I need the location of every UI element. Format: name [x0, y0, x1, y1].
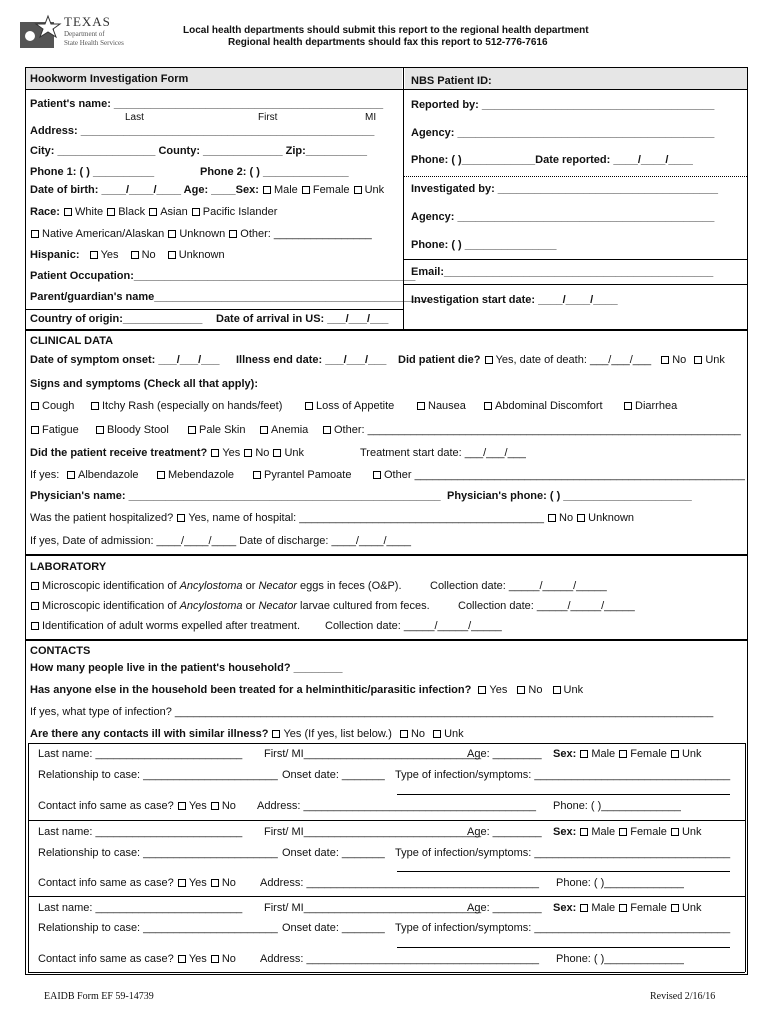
sex-female-option[interactable]: Female — [618, 826, 667, 838]
symptom-itchy-rash[interactable]: Itchy Rash (especially on hands/feet) — [90, 400, 282, 412]
dob-age-sex-row — [30, 184, 384, 196]
investigation-start-field[interactable]: Investigation start date: ____/____/____ — [411, 294, 618, 306]
race-row — [30, 206, 277, 218]
checkbox-icon — [323, 426, 331, 434]
symptom-onset-field[interactable]: Date of symptom onset: ___/___/___ — [30, 354, 220, 366]
race-pacific-option[interactable]: Pacific Islander — [191, 206, 278, 218]
race-native-option[interactable]: Native American/Alaskan — [30, 228, 164, 240]
sex-male-option[interactable]: Male — [579, 748, 615, 760]
nbs-patient-id-label: NBS Patient ID: — [411, 75, 492, 87]
contact-1-same-row — [38, 800, 236, 812]
contact-2-relationship[interactable]: Relationship to case: ______________________ — [38, 847, 278, 859]
checkbox-icon — [91, 402, 99, 410]
died-no-option[interactable]: No — [660, 354, 686, 366]
hispanic-unknown-option[interactable]: Unknown — [167, 249, 225, 261]
checkbox-icon — [577, 514, 585, 522]
treatment-start-field[interactable]: Treatment start date: ___/___/___ — [360, 447, 526, 459]
checkbox-icon — [354, 186, 362, 194]
infection-type-field[interactable]: If yes, what type of infection? ________________________________________________________________________________________ — [30, 706, 714, 718]
treated-unk-option[interactable]: Unk — [552, 684, 584, 696]
checkbox-icon — [580, 904, 588, 912]
checkbox-icon — [31, 602, 39, 610]
checkbox-icon — [263, 186, 271, 194]
physician-phone-field[interactable]: Physician's phone: ( ) _____________________ — [447, 490, 692, 502]
symptom-loss-appetite[interactable]: Loss of Appetite — [304, 400, 394, 412]
header-line1: Local health departments should submit this report to the regional health department — [183, 25, 589, 36]
investigated-by-field[interactable]: Investigated by: ____________________________________ — [411, 183, 719, 195]
checkbox-icon — [229, 230, 237, 238]
sex-unk-option[interactable]: Unk — [670, 902, 702, 914]
sex-male-option[interactable]: Male — [579, 826, 615, 838]
occupation-field[interactable]: Patient Occupation:______________________________________________ — [30, 270, 416, 282]
same-as-case-label: Contact info same as case? — [38, 800, 174, 812]
revision-date: Revised 2/16/16 — [650, 991, 716, 1002]
contact-1-last-name[interactable]: Last name: ________________________ — [38, 748, 243, 760]
same-no-option[interactable]: No — [210, 800, 236, 812]
hosp-yes-option[interactable]: Yes, name of hospital: ________________________________________ — [176, 512, 544, 524]
same-yes-option[interactable]: Yes — [177, 800, 207, 812]
guardian-field[interactable]: Parent/guardian's name_____________________________________________ — [30, 291, 430, 303]
checkbox-icon — [661, 356, 669, 364]
checkbox-icon — [131, 251, 139, 259]
treated-no-option[interactable]: No — [516, 684, 542, 696]
contacts-section-title: CONTACTS — [30, 645, 91, 657]
contact-3-sex-row — [553, 902, 702, 914]
checkbox-icon — [253, 471, 261, 479]
symptom-cough[interactable]: Cough — [30, 400, 74, 412]
same-as-case-label: Contact info same as case? — [38, 953, 174, 965]
checkbox-icon — [96, 426, 104, 434]
symptom-nausea[interactable]: Nausea — [416, 400, 466, 412]
address-field[interactable]: Address: ________________________________________________ — [30, 125, 375, 137]
race-asian-option[interactable]: Asian — [148, 206, 188, 218]
died-yes-option[interactable]: Yes, date of death: ___/___/___ — [484, 354, 652, 366]
checkbox-icon — [484, 402, 492, 410]
checkbox-icon — [553, 686, 561, 694]
contacts-ill-label: Are there any contacts ill with similar illness? — [30, 728, 269, 740]
dob-age-field[interactable]: Date of birth: ____/____/____ Age: ____Sex: — [30, 184, 259, 196]
checkbox-icon — [694, 356, 702, 364]
agency2-field[interactable]: Agency: __________________________________________ — [411, 211, 715, 223]
lab-eggs-collection-date[interactable]: Collection date: _____/_____/_____ — [430, 580, 607, 592]
lab-section-title: LABORATORY — [30, 561, 107, 573]
physician-name-field[interactable]: Physician's name: ___________________________________________________ — [30, 490, 441, 502]
sex-male-option[interactable]: Male — [262, 184, 298, 196]
lab-adult-collection-date[interactable]: Collection date: _____/_____/_____ — [325, 620, 502, 632]
lab-larvae-collection-date[interactable]: Collection date: _____/_____/_____ — [458, 600, 635, 612]
treatment-label: Did the patient receive treatment? — [30, 447, 208, 459]
phone-date-reported-field[interactable]: Phone: ( )____________Date reported: ____/____/____ — [411, 154, 693, 166]
dshs-logo — [18, 14, 128, 54]
treated-yes-option[interactable]: Yes — [477, 684, 507, 696]
checkbox-icon — [671, 904, 679, 912]
checkbox-icon — [31, 230, 39, 238]
checkbox-icon — [168, 251, 176, 259]
symptom-diarrhea[interactable]: Diarrhea — [623, 400, 677, 412]
hispanic-no-option[interactable]: No — [130, 249, 156, 261]
died-unk-option[interactable]: Unk — [693, 354, 725, 366]
hispanic-row — [30, 249, 225, 261]
checkbox-icon — [400, 730, 408, 738]
symptom-fatigue[interactable]: Fatigue — [30, 424, 79, 436]
race-label: Race: — [30, 206, 60, 218]
patient-name-field[interactable]: Patient's name: ____________________________________________ — [30, 98, 384, 110]
hospitalized-label: Was the patient hospitalized? — [30, 512, 174, 524]
same-yes-option[interactable]: Yes — [177, 953, 207, 965]
died-label: Did patient die? — [398, 354, 481, 366]
name-mi-caption: MI — [365, 112, 377, 123]
contact-1-relationship[interactable]: Relationship to case: ______________________ — [38, 769, 278, 781]
sex-unk-option[interactable]: Unk — [670, 826, 702, 838]
checkbox-icon — [580, 828, 588, 836]
checkbox-icon — [107, 208, 115, 216]
admission-discharge-field[interactable]: If yes, Date of admission: ____/____/____ Date of discharge: ____/____/____ — [30, 535, 411, 547]
checkbox-icon — [31, 582, 39, 590]
sex-unk-option[interactable]: Unk — [353, 184, 385, 196]
contact-1-sex-row — [553, 748, 702, 760]
checkbox-icon — [211, 879, 219, 887]
contact-3-onset[interactable]: Onset date: _______ — [282, 922, 385, 934]
contact-3-first-mi[interactable]: First/ MI_____________________________ — [264, 902, 482, 914]
contact-3-phone[interactable]: Phone: ( )_____________ — [556, 953, 684, 965]
patient-died-row — [398, 354, 725, 366]
hosp-no-option[interactable]: No — [547, 512, 573, 524]
drug-mebendazole[interactable]: Mebendazole — [156, 469, 234, 481]
checkbox-icon — [548, 514, 556, 522]
contact-2-address[interactable]: Address: ______________________________________ — [260, 877, 539, 889]
form-number: EAIDB Form EF 59-14739 — [44, 991, 154, 1002]
checkbox-icon — [211, 449, 219, 457]
symptom-other[interactable]: Other: _____________________________________________________________ — [322, 424, 741, 436]
lab-larvae-option[interactable]: Microscopic identification of Ancylostoma or Necator larvae cultured from feces. — [30, 600, 430, 612]
drug-albendazole[interactable]: Albendazole — [66, 469, 139, 481]
phone2-reporter-field[interactable]: Phone: ( ) _______________ — [411, 239, 557, 251]
sex-unk-option[interactable]: Unk — [670, 748, 702, 760]
checkbox-icon — [373, 471, 381, 479]
race-unknown-option[interactable]: Unknown — [167, 228, 225, 240]
checkbox-icon — [211, 955, 219, 963]
treatment-yes-option[interactable]: Yes — [210, 447, 240, 459]
sex-label: Sex: — [553, 826, 577, 838]
checkbox-icon — [31, 402, 39, 410]
sex-female-option[interactable]: Female — [301, 184, 350, 196]
checkbox-icon — [272, 730, 280, 738]
email-field[interactable]: Email:____________________________________________ — [411, 266, 714, 278]
checkbox-icon — [178, 879, 186, 887]
checkbox-icon — [192, 208, 200, 216]
clinical-section-title: CLINICAL DATA — [30, 335, 114, 347]
logo-title: TEXAS — [64, 14, 111, 29]
if-yes-label: If yes: — [30, 469, 60, 481]
ill-yes-option[interactable]: Yes (If yes, list below.) — [271, 728, 391, 740]
contact-1-address[interactable]: Address: ______________________________________ — [257, 800, 536, 812]
name-last-caption: Last — [125, 112, 144, 123]
checkbox-icon — [624, 402, 632, 410]
checkbox-icon — [67, 471, 75, 479]
checkbox-icon — [211, 802, 219, 810]
contact-1-first-mi[interactable]: First/ MI_____________________________ — [264, 748, 482, 760]
drug-pyrantel[interactable]: Pyrantel Pamoate — [252, 469, 351, 481]
checkbox-icon — [619, 750, 627, 758]
checkbox-icon — [417, 402, 425, 410]
contact-3-last-name[interactable]: Last name: ________________________ — [38, 902, 243, 914]
checkbox-icon — [671, 828, 679, 836]
drug-other[interactable]: Other ______________________________________________________ — [372, 469, 745, 481]
checkbox-icon — [178, 955, 186, 963]
illness-end-field[interactable]: Illness end date: ___/___/___ — [236, 354, 387, 366]
sex-label: Sex: — [553, 902, 577, 914]
checkbox-icon — [619, 904, 627, 912]
contact-1-phone[interactable]: Phone: ( )_____________ — [553, 800, 681, 812]
household-treated-row — [30, 684, 583, 696]
contact-1-onset[interactable]: Onset date: _______ — [282, 769, 385, 781]
sex-female-option[interactable]: Female — [618, 902, 667, 914]
checkbox-icon — [433, 730, 441, 738]
treatment-unk-option[interactable]: Unk — [272, 447, 304, 459]
checkbox-icon — [31, 426, 39, 434]
hosp-unknown-option[interactable]: Unknown — [576, 512, 634, 524]
texas-star-icon — [18, 14, 64, 52]
signs-label: Signs and symptoms (Check all that apply): — [30, 378, 258, 390]
sex-male-option[interactable]: Male — [579, 902, 615, 914]
household-count-field[interactable]: How many people live in the patient's household? ________ — [30, 662, 343, 674]
checkbox-icon — [671, 750, 679, 758]
checkbox-icon — [90, 251, 98, 259]
contact-3-symptoms[interactable]: Type of infection/symptoms: ________________________________ — [395, 922, 731, 934]
checkbox-icon — [244, 449, 252, 457]
race-white-option[interactable]: White — [63, 206, 103, 218]
checkbox-icon — [517, 686, 525, 694]
hispanic-label: Hispanic: — [30, 249, 80, 261]
contact-2-same-row — [38, 877, 236, 889]
checkbox-icon — [168, 230, 176, 238]
checkbox-icon — [157, 471, 165, 479]
contact-1-age[interactable]: Age: ________ — [467, 748, 542, 760]
reported-by-field[interactable]: Reported by: ______________________________________ — [411, 99, 715, 111]
same-as-case-label: Contact info same as case? — [38, 877, 174, 889]
household-treated-label: Has anyone else in the household been treated for a helminthitic/parasitic infection? — [30, 684, 472, 696]
race-black-option[interactable]: Black — [106, 206, 145, 218]
checkbox-icon — [302, 186, 310, 194]
ill-no-option[interactable]: No — [399, 728, 425, 740]
arrival-date-field[interactable]: Date of arrival in US: ___/___/___ — [216, 313, 389, 325]
symptom-anemia[interactable]: Anemia — [259, 424, 308, 436]
sex-female-option[interactable]: Female — [618, 748, 667, 760]
contact-3-same-row — [38, 953, 236, 965]
logo-line1: Department of — [64, 30, 105, 38]
checkbox-icon — [273, 449, 281, 457]
treatment-row — [30, 447, 304, 459]
treatment-no-option[interactable]: No — [243, 447, 269, 459]
same-yes-option[interactable]: Yes — [177, 877, 207, 889]
lab-eggs-option[interactable]: Microscopic identification of Ancylostoma or Necator eggs in feces (O&P). — [30, 580, 402, 592]
contact-1-symptoms[interactable]: Type of infection/symptoms: ________________________________ — [395, 769, 731, 781]
checkbox-icon — [177, 514, 185, 522]
checkbox-icon — [260, 426, 268, 434]
contact-2-sex-row — [553, 826, 702, 838]
lab-adult-worms-option[interactable]: Identification of adult worms expelled after treatment. — [30, 620, 300, 632]
contact-2-first-mi[interactable]: First/ MI_____________________________ — [264, 826, 482, 838]
city-county-zip-field[interactable]: City: ________________ County: _____________ Zip:__________ — [30, 145, 367, 157]
contact-3-relationship[interactable]: Relationship to case: ______________________ — [38, 922, 278, 934]
contact-2-symptoms[interactable]: Type of infection/symptoms: ________________________________ — [395, 847, 731, 859]
contact-2-phone[interactable]: Phone: ( )_____________ — [556, 877, 684, 889]
same-no-option[interactable]: No — [210, 953, 236, 965]
same-no-option[interactable]: No — [210, 877, 236, 889]
country-origin-field[interactable]: Country of origin:_____________ — [30, 313, 203, 325]
checkbox-icon — [64, 208, 72, 216]
hispanic-yes-option[interactable]: Yes — [89, 249, 119, 261]
hospitalized-row — [30, 512, 634, 524]
checkbox-icon — [149, 208, 157, 216]
checkbox-icon — [31, 622, 39, 630]
header-line2: Regional health departments should fax this report to 512-776-7616 — [228, 37, 548, 48]
checkbox-icon — [580, 750, 588, 758]
ill-unk-option[interactable]: Unk — [432, 728, 464, 740]
symptom-bloody-stool[interactable]: Bloody Stool — [95, 424, 169, 436]
checkbox-icon — [619, 828, 627, 836]
logo-line2: State Health Services — [64, 39, 124, 47]
checkbox-icon — [485, 356, 493, 364]
phone2-field[interactable]: Phone 2: ( ) ______________ — [200, 166, 349, 178]
race-other-option[interactable]: Other: ________________ — [228, 228, 372, 240]
name-first-caption: First — [258, 112, 278, 123]
checkbox-icon — [305, 402, 313, 410]
contact-2-onset[interactable]: Onset date: _______ — [282, 847, 385, 859]
contact-3-age[interactable]: Age: ________ — [467, 902, 542, 914]
agency1-field[interactable]: Agency: __________________________________________ — [411, 127, 715, 139]
phone1-field[interactable]: Phone 1: ( ) __________ — [30, 166, 155, 178]
form-title: Hookworm Investigation Form — [30, 73, 189, 85]
checkbox-icon — [188, 426, 196, 434]
checkbox-icon — [178, 802, 186, 810]
sex-label: Sex: — [553, 748, 577, 760]
race-row2 — [30, 228, 372, 240]
contacts-ill-row — [30, 728, 464, 740]
checkbox-icon — [478, 686, 486, 694]
symptom-abdominal[interactable]: Abdominal Discomfort — [483, 400, 603, 412]
symptom-pale-skin[interactable]: Pale Skin — [187, 424, 245, 436]
contact-2-age[interactable]: Age: ________ — [467, 826, 542, 838]
contact-3-address[interactable]: Address: ______________________________________ — [260, 953, 539, 965]
contact-2-last-name[interactable]: Last name: ________________________ — [38, 826, 243, 838]
